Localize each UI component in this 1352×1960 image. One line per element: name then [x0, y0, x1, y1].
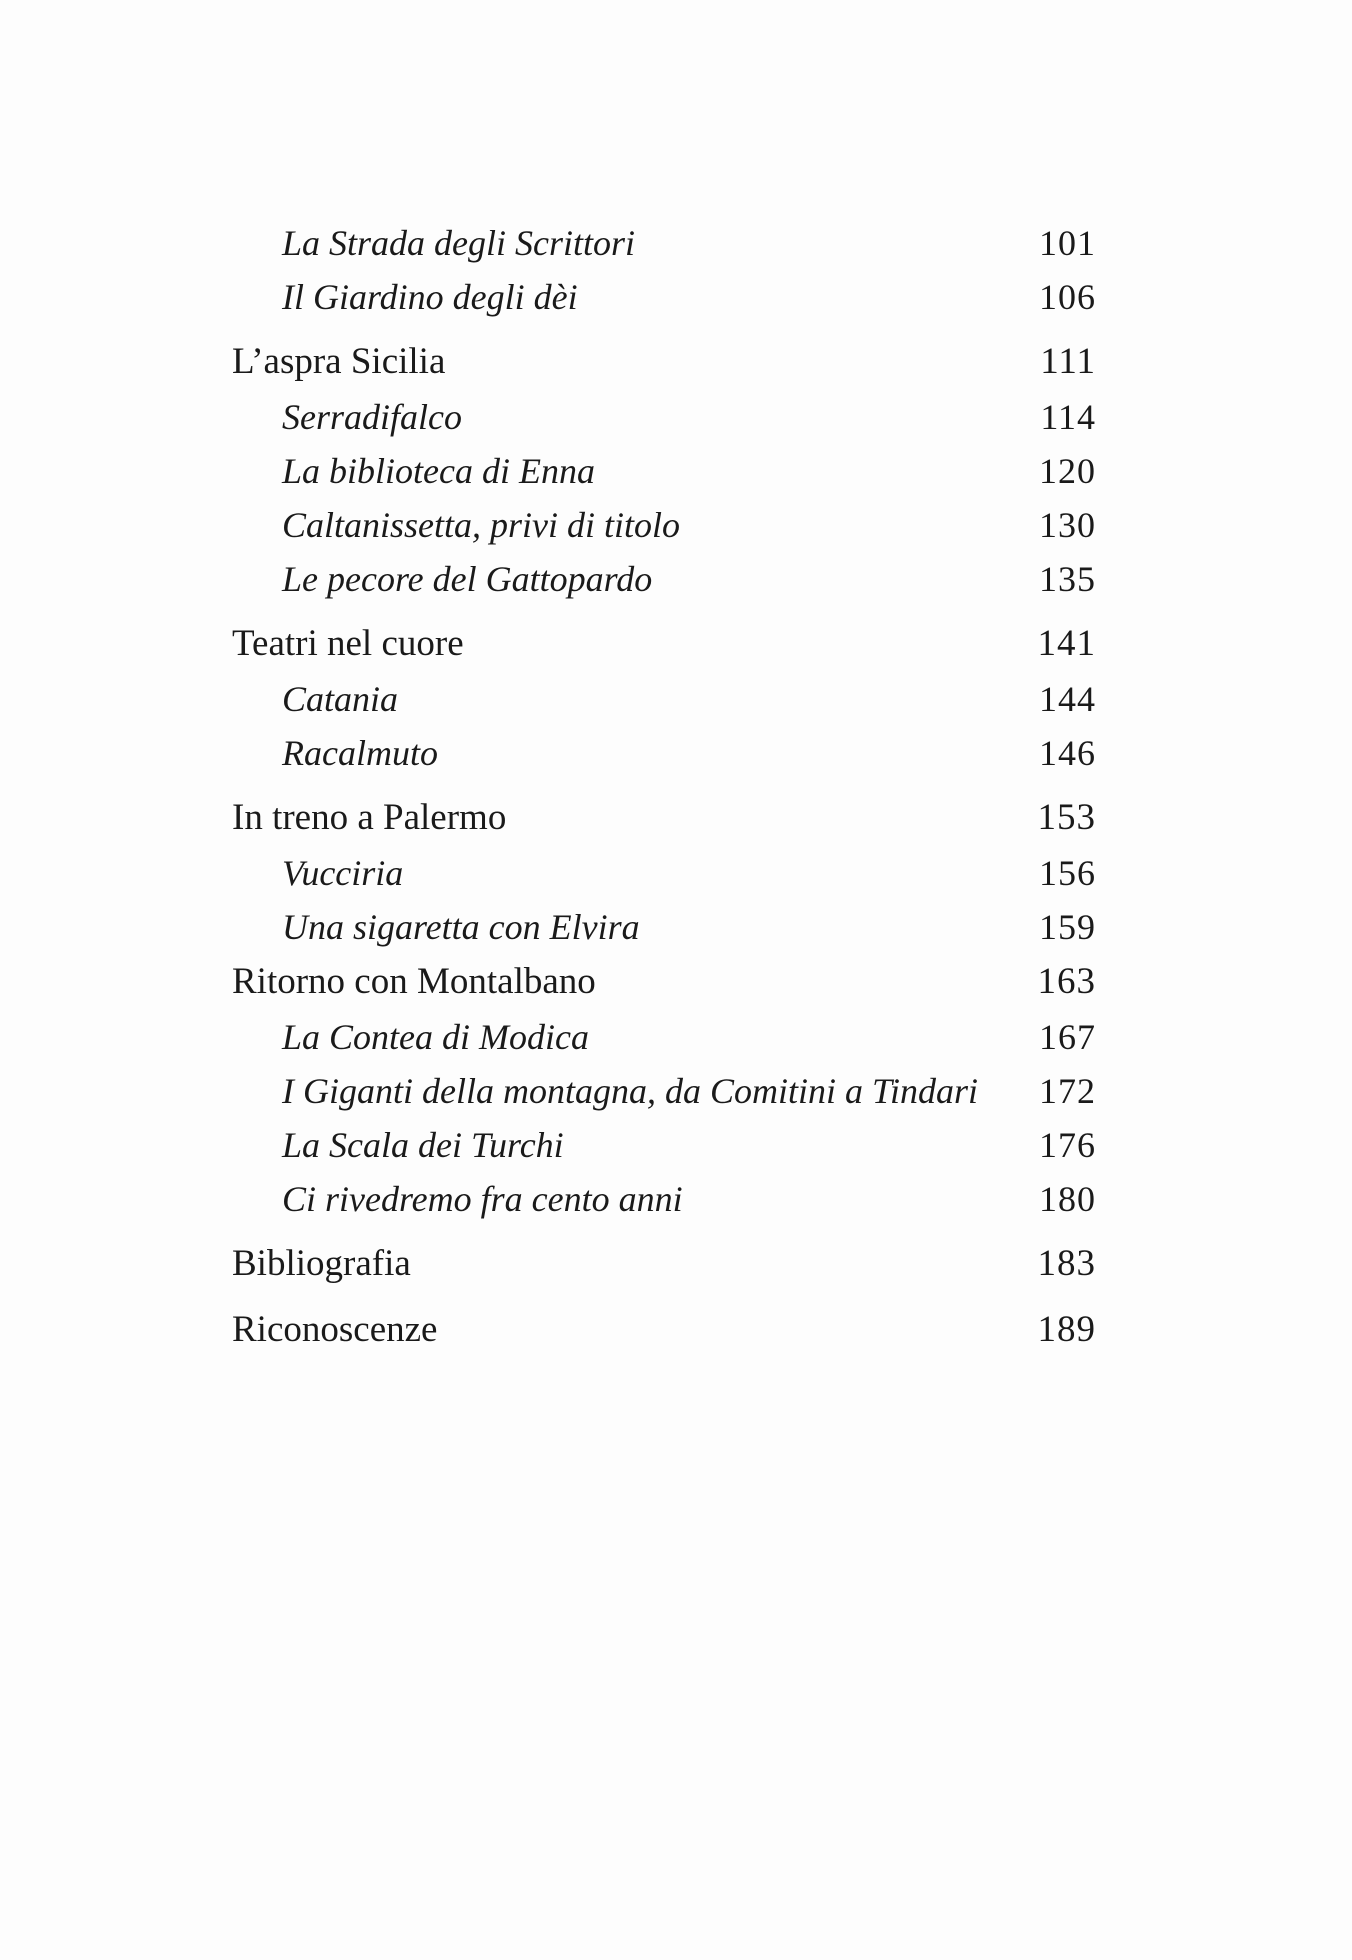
toc-entry-title: I Giganti della montagna, da Comitini a Tindari: [282, 1071, 979, 1111]
toc-entry-title: La Contea di Modica: [282, 1017, 589, 1057]
toc-entry-title: In treno a Palermo: [232, 797, 507, 838]
table-of-contents: [232, 216, 1096, 1358]
toc-entry-title: Ritorno con Montalbano: [232, 961, 596, 1002]
toc-entry-chapter: [232, 1236, 1096, 1292]
toc-entry-title: Riconoscenze: [232, 1309, 438, 1350]
toc-entry-sub: [232, 1118, 1096, 1172]
toc-entry-page: 146: [1039, 733, 1096, 773]
toc-entry-page: 172: [1039, 1071, 1096, 1111]
toc-entry-page: 114: [1040, 397, 1096, 437]
toc-entry-page: 180: [1039, 1179, 1096, 1219]
toc-entry-title: L’aspra Sicilia: [232, 341, 446, 382]
toc-entry-title: Caltanissetta, privi di titolo: [282, 505, 681, 545]
toc-entry-page: 156: [1039, 853, 1096, 893]
toc-entry-title: Ci rivedremo fra cento anni: [282, 1179, 683, 1219]
toc-entry-title: La Strada degli Scrittori: [282, 223, 636, 263]
toc-entry-sub: [232, 552, 1096, 606]
toc-entry-title: Catania: [282, 679, 399, 719]
toc-entry-page: 141: [1037, 623, 1096, 664]
toc-entry-page: 183: [1037, 1243, 1096, 1284]
toc-entry-title: La Scala dei Turchi: [282, 1125, 564, 1165]
toc-entry-sub: [232, 726, 1096, 780]
toc-entry-page: 153: [1037, 797, 1096, 838]
toc-entry-page: 163: [1037, 961, 1096, 1002]
toc-entry-page: 176: [1039, 1125, 1096, 1165]
toc-entry-sub: [232, 270, 1096, 324]
toc-entry-page: 130: [1039, 505, 1096, 545]
toc-entry-page: 189: [1037, 1309, 1096, 1350]
toc-entry-page: 101: [1039, 223, 1096, 263]
toc-entry-sub: [232, 216, 1096, 270]
toc-entry-page: 144: [1039, 679, 1096, 719]
toc-entry-chapter: [232, 334, 1096, 390]
toc-entry-title: Bibliografia: [232, 1243, 411, 1284]
toc-entry-sub: [232, 498, 1096, 552]
toc-entry-page: 135: [1039, 559, 1096, 599]
toc-entry-sub: [232, 1064, 1096, 1118]
toc-entry-page: 167: [1039, 1017, 1096, 1057]
toc-entry-page: 111: [1040, 341, 1096, 382]
toc-entry-sub: [232, 846, 1096, 900]
toc-entry-title: Vucciria: [282, 853, 404, 893]
toc-entry-title: Le pecore del Gattopardo: [282, 559, 653, 599]
toc-entry-sub: [232, 672, 1096, 726]
toc-entry-sub: [232, 1010, 1096, 1064]
toc-entry-title: Racalmuto: [282, 733, 438, 773]
toc-entry-title: Serradifalco: [282, 397, 462, 437]
toc-entry-chapter: [232, 790, 1096, 846]
toc-entry-title: Una sigaretta con Elvira: [282, 907, 640, 947]
toc-entry-chapter: [232, 616, 1096, 672]
toc-entry-chapter: [232, 954, 1096, 1010]
toc-entry-sub: [232, 900, 1096, 954]
toc-entry-page: 159: [1039, 907, 1096, 947]
toc-entry-sub: [232, 1172, 1096, 1226]
toc-entry-sub: [232, 390, 1096, 444]
toc-entry-title: La biblioteca di Enna: [282, 451, 595, 491]
toc-entry-title: Teatri nel cuore: [232, 623, 464, 664]
toc-entry-page: 106: [1039, 277, 1096, 317]
toc-entry-title: Il Giardino degli dèi: [282, 277, 578, 317]
toc-entry-sub: [232, 444, 1096, 498]
toc-entry-chapter: [232, 1302, 1096, 1358]
toc-entry-page: 120: [1039, 451, 1096, 491]
